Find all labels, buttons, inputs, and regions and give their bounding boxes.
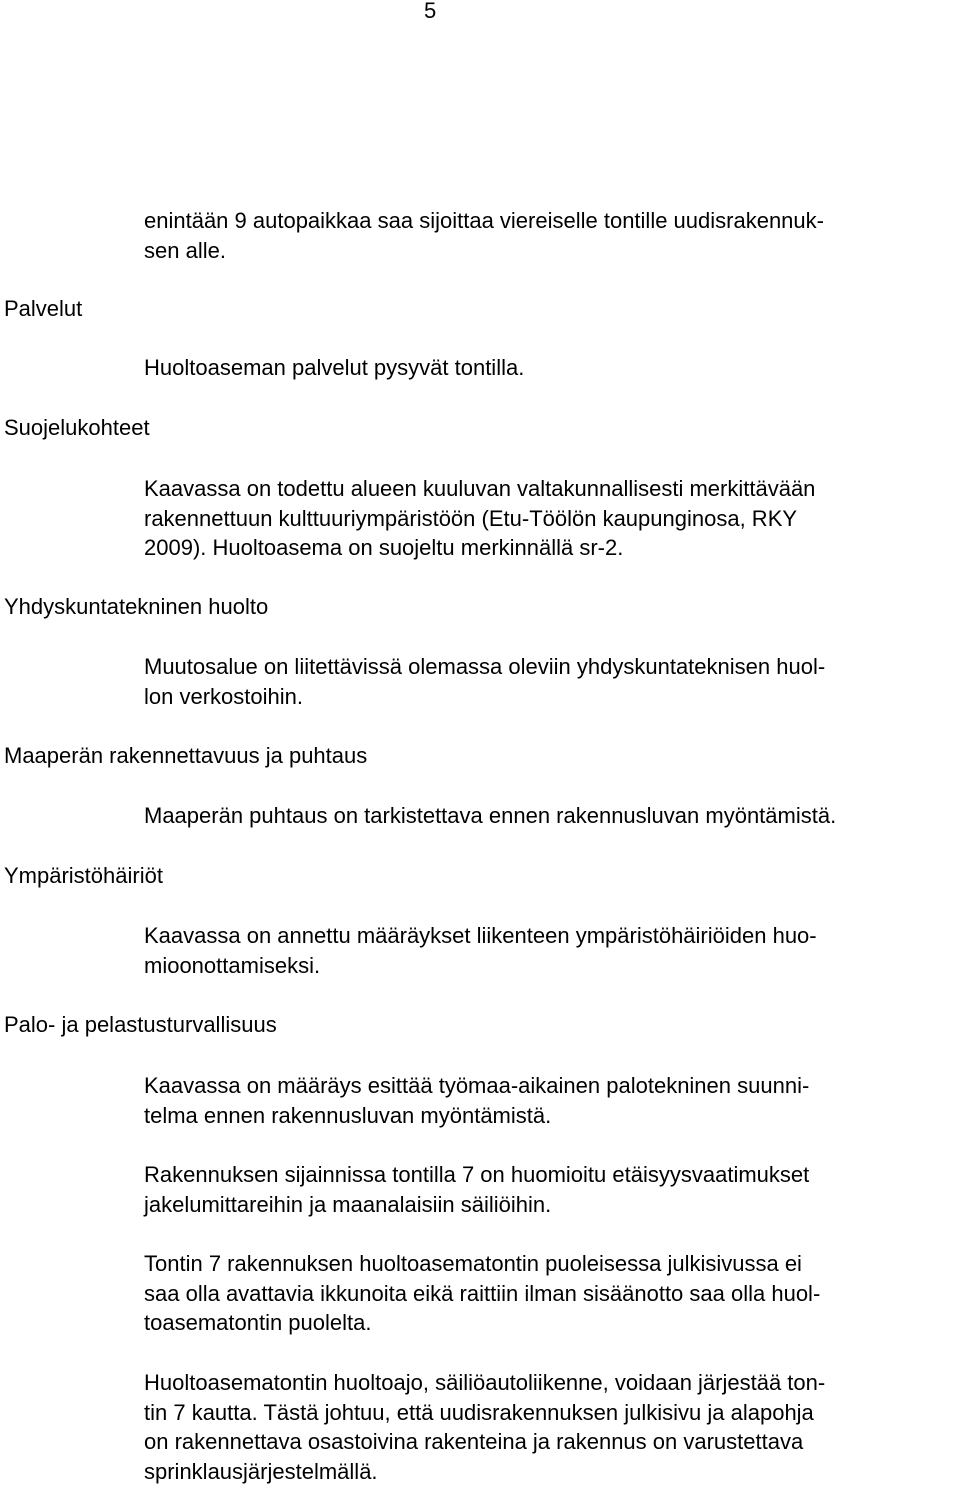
page-number: 5 — [424, 0, 437, 23]
text-line: jakelumittareihin ja maanalaisiin säiliöihin. — [144, 1191, 552, 1217]
text-line: Muutosalue on liitettävissä olemassa oleviin yhdyskuntateknisen huol- — [144, 654, 826, 679]
paragraph-service-traffic — [144, 1368, 944, 1486]
heading-suojelukohteet: Suojelukohteet — [4, 415, 150, 440]
paragraph-parking — [144, 206, 944, 265]
text-line: mioonottamiseksi. — [144, 952, 321, 978]
heading-palo-ja-pelastusturvallisuus: Palo- ja pelastusturvallisuus — [4, 1012, 277, 1037]
text-line: on rakennettava osastoivina rakenteina ja rakennus on varustettava — [144, 1429, 804, 1454]
text-line: Kaavassa on todettu alueen kuuluvan valtakunnallisesti merkittävään — [144, 476, 816, 501]
heading-ymparistohairiot: Ympäristöhäiriöt — [4, 863, 163, 888]
text-line: saa olla avattavia ikkunoita eikä raittiin ilman sisäänotto saa olla huol- — [144, 1280, 821, 1306]
paragraph-soil — [144, 801, 944, 831]
text-line: Huoltoasematontin huoltoajo, säiliöautoliikenne, voidaan järjestää ton- — [144, 1370, 826, 1395]
paragraph-fire-plan — [144, 1071, 944, 1130]
text-line: tin 7 kautta. Tästä johtuu, että uudisrakennuksen julkisivu ja alapohja — [144, 1399, 814, 1425]
paragraph-protection — [144, 474, 944, 563]
text-line: sen alle. — [144, 237, 226, 263]
heading-palvelut: Palvelut — [4, 296, 83, 321]
paragraph-environment — [144, 921, 944, 980]
text-line: toasematontin puolelta. — [144, 1310, 372, 1335]
paragraph-infrastructure — [144, 652, 944, 711]
text-line: sprinklausjärjestelmällä. — [144, 1458, 378, 1484]
paragraph-distances — [144, 1160, 944, 1219]
text-line: lon verkostoihin. — [144, 683, 303, 709]
text-line: enintään 9 autopaikkaa saa sijoittaa viereiselle tontille uudisrakennuk- — [144, 208, 824, 233]
text-line: Kaavassa on määräys esittää työmaa-aikainen palotekninen suunni- — [144, 1073, 810, 1098]
text-line: Rakennuksen sijainnissa tontilla 7 on huomioitu etäisyysvaatimukset — [144, 1162, 810, 1187]
text-line: Huoltoaseman palvelut pysyvät tontilla. — [144, 355, 525, 380]
text-line: telma ennen rakennusluvan myöntämistä. — [144, 1102, 552, 1128]
text-line: Maaperän puhtaus on tarkistettava ennen rakennusluvan myöntämistä. — [144, 803, 837, 828]
text-line: rakennettuun kulttuuriympäristöön (Etu-Töölön kaupunginosa, RKY — [144, 505, 798, 531]
paragraph-facade — [144, 1249, 944, 1338]
heading-yhdyskuntatekninen-huolto: Yhdyskuntatekninen huolto — [4, 594, 269, 619]
text-line: Kaavassa on annettu määräykset liikenteen ympäristöhäiriöiden huo- — [144, 923, 817, 948]
text-line: 2009). Huoltoasema on suojeltu merkinnällä sr-2. — [144, 535, 624, 560]
paragraph-services — [144, 353, 944, 383]
heading-maaperan-rakennettavuus: Maaperän rakennettavuus ja puhtaus — [4, 743, 368, 768]
text-line: Tontin 7 rakennuksen huoltoasematontin puoleisessa julkisivussa ei — [144, 1251, 802, 1276]
